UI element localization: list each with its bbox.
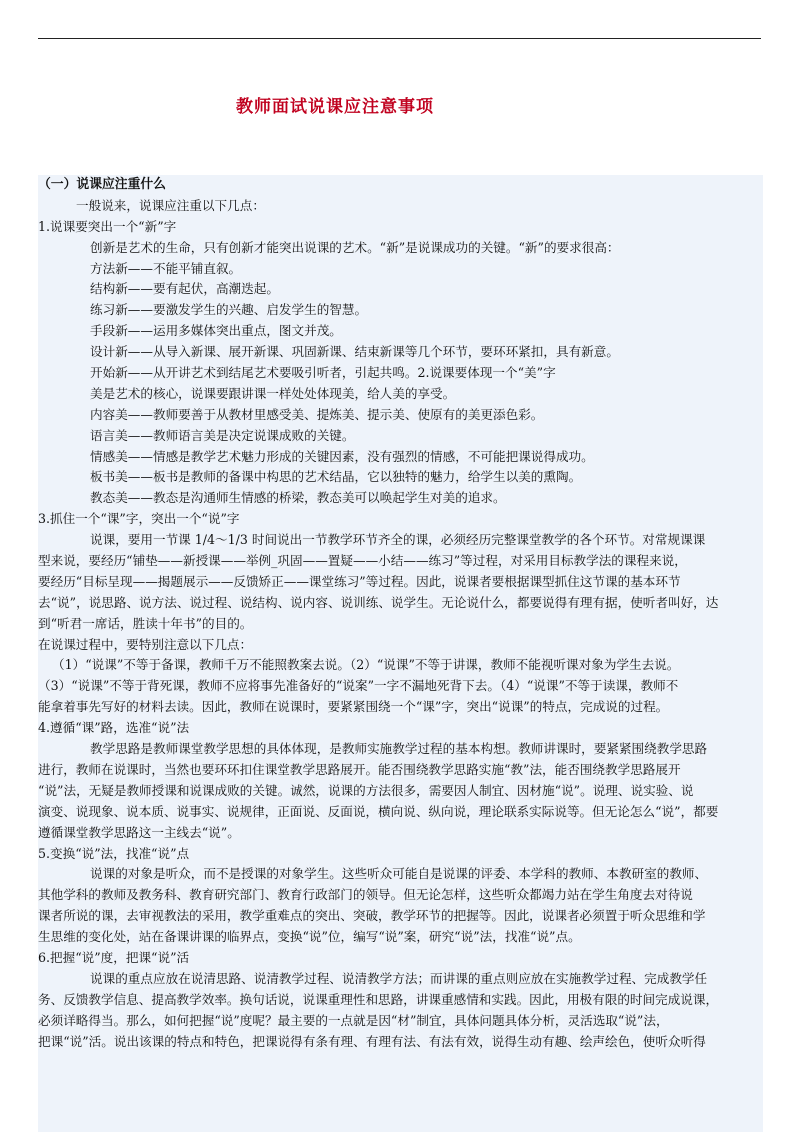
text-line: 结构新——要有起伏，高潮迭起。 [90,281,279,297]
text-line: 5.变换“说”法，找准“说”点 [38,845,190,861]
text-line: 练习新——要激发学生的兴趣、启发学生的智慧。 [90,302,368,318]
text-line: （1）“说课”不等于备课，教师千万不能照教案去说。（2）“说课”不等于讲课，教师不能视听课对象为学生去说。 [52,657,680,673]
text-line: 6.把握“说”度，把课“说”活 [38,949,190,965]
document-title: 教师面试说课应注意事项 [236,97,434,117]
text-line: 在说课过程中，要特别注意以下几点： [38,636,253,652]
text-line: 遵循课堂教学思路这一主线去“说”。 [38,824,240,840]
text-line: 进行，教师在说课时，当然也要环环扣住课堂教学思路展开。能否围绕教学思路实施“教”法，能否围绕教学思路展开 [38,761,681,777]
text-line: 方法新——不能平铺直叙。 [90,260,242,276]
text-line: 3.抓住一个“课”字，突出一个“说”字 [38,511,240,527]
document-body [38,175,763,1132]
text-line: 到“听君一席话，胜读十年书”的目的。 [38,615,253,631]
header-rule [38,38,761,39]
text-line: 开始新——从开讲艺术到结尾艺术要吸引听者，引起共鸣。2.说课要体现一个“美”字 [90,365,556,381]
text-line: 说课的重点应放在说清思路、说清教学过程、说清教学方法；而讲课的重点则应放在实施教学过程、完成教学任 [90,970,708,986]
text-line: 说课的对象是听众，而不是授课的对象学生。这些听众可能自是说课的评委、本学科的教师、本教研室的教师、 [90,866,708,882]
text-line: 情感美——情感是教学艺术魅力形成的关键因素，没有强烈的情感，不可能把课说得成功。 [90,448,594,464]
text-line: 务、反馈教学信息、提高教学效率。换句话说，说课重理性和思路，讲课重感情和实践。因此，用极有限的时间完成说课， [38,991,719,1007]
text-line: “说”法，无疑是教师授课和说课成败的关键。诚然，说课的方法很多，需要因人制宜、因材施“说”。说理、说实验、说 [38,782,694,798]
text-line: 生思维的变化处，站在备课讲课的临界点，变换“说”位，编写“说”案，研究“说”法，找准“说”点。 [38,929,581,945]
text-line: 要经历“目标呈现——揭题展示——反馈矫正——课堂练习”等过程。因此，说课者要根据课型抓住这节课的基本环节 [38,573,681,589]
text-line: 语言美——教师语言美是决定说课成败的关键。 [90,427,355,443]
text-line: 板书美——板书是教师的备课中构思的艺术结晶，它以独特的魅力，给学生以美的熏陶。 [90,469,582,485]
section-heading: （一）说课应注重什么 [38,177,166,192]
text-line: 把课“说”活。说出该课的特点和特色，把课说得有条有理、有理有法、有法有效，说得生动有趣、绘声绘色，使听众听得 [38,1033,706,1049]
text-line: 创新是艺术的生命，只有创新才能突出说课的艺术。“新”是说课成功的关键。“新”的要求很高： [90,239,620,255]
text-line: 能拿着事先写好的材料去读。因此，教师在说课时，要紧紧围绕一个“课”字，突出“说课”的特点，完成说的过程。 [38,699,669,715]
text-line: 内容美——教师要善于从教材里感受美、提炼美、提示美、使原有的美更添色彩。 [90,406,544,422]
text-line: 教学思路是教师课堂教学思想的具体体现，是教师实施教学过程的基本构想。教师讲课时，要紧紧围绕教学思路 [90,741,708,757]
text-line: 手段新——运用多媒体突出重点，图文并茂。 [90,323,342,339]
text-line: 4.遵循“课”路，选准“说”法 [38,720,190,736]
text-line: 说课，要用一节课 1/4～1/3 时间说出一节教学环节齐全的课，必须经历完整课堂教学的各个环节。对常规课课 [90,532,706,548]
text-line: 一般说来，说课应注重以下几点： [76,197,265,213]
text-line: 必须详略得当。那么，如何把握“说”度呢？最主要的一点就是因“材”制宜，具体问题具体分析，灵活选取“说”法， [38,1012,669,1028]
text-line: 设计新——从导入新课、展开新课、巩固新课、结束新课等几个环节，要环环紧扣，具有新意。 [90,344,619,360]
text-line: 1.说课要突出一个“新”字 [38,218,177,234]
text-line: 美是艺术的核心，说课要跟讲课一样处处体现美，给人美的享受。 [90,385,456,401]
text-line: 教态美——教态是沟通师生情感的桥梁，教态美可以唤起学生对美的追求。 [90,490,506,506]
text-line: 其他学科的教师及教务科、教育研究部门、教育行政部门的领导。但无论怎样，这些听众都竭力站在学生角度去对待说 [38,887,693,903]
text-line: 去“说”，说思路、说方法、说过程、说结构、说内容、说训练、说学生。无论说什么，都要说得有理有据，使听者叫好，达 [38,594,719,610]
text-line: 演变、说现象、说本质、说事实、说规律，正面说、反面说，横向说、纵向说，理论联系实际说等。但无论怎么“说”，都要 [38,803,719,819]
text-line: （3）“说课”不等于背死课，教师不应将事先准备好的“说案”一字不漏地死背下去。（4）“说课”不等于读课，教师不 [38,678,679,694]
text-line: 课者所说的课，去审视教法的采用，教学重难点的突出、突破，教学环节的把握等。因此，说课者必须置于听众思维和学 [38,908,706,924]
text-line: 型来说，要经历“铺垫——新授课——举例_巩固——置疑——小结——练习”等过程，对采用目标教学法的课程来说， [38,553,687,569]
